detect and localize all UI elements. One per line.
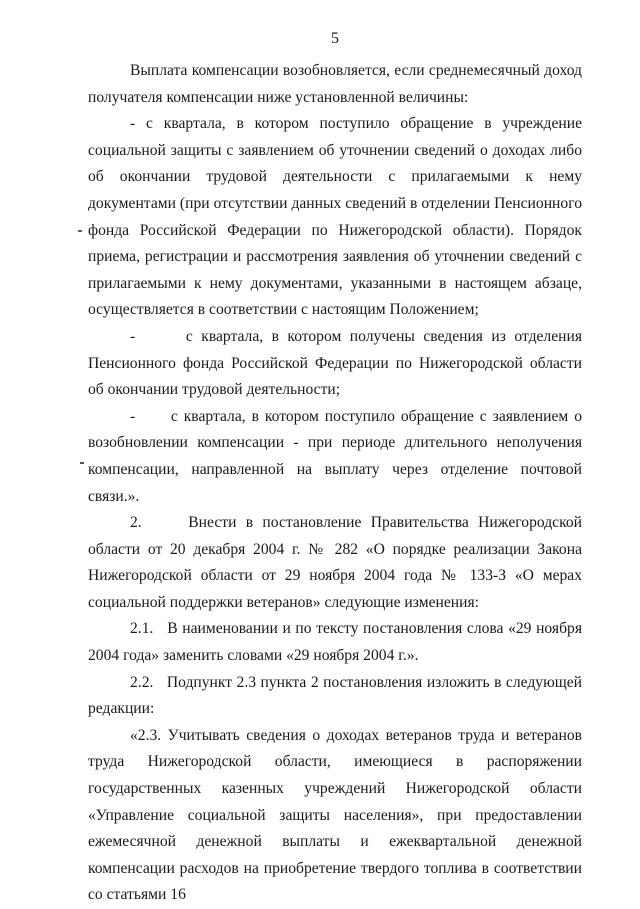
paragraph-section-2: 2. Внести в постановление Правительства Нижегородской области от 20 декабря 2004 г. № 282 «О порядке реализации Закона Нижегородской области от 29 ноября 2004 года № 133-З «О мерах социальной поддержки ветеранов» следующие изменения: bbox=[88, 514, 582, 611]
paragraph-section-2-2: 2.2. Подпункт 2.3 пункта 2 постановления изложить в следующей редакции: bbox=[88, 673, 582, 718]
paragraph-resumption-item-2: - с квартала, в котором получены сведения из отделения Пенсионного фонда Российской Федерации по Нижегородской области об окончании трудовой деятельности; bbox=[88, 327, 582, 399]
paragraph-resumption-intro: Выплата компенсации возобновляется, если среднемесячный доход получателя компенсации ниже установленной величины: bbox=[88, 62, 582, 106]
paragraph-section-2-1: 2.1. В наименовании и по тексту постановления слова «29 ноября 2004 года» заменить словами «29 ноября 2004 г.». bbox=[88, 620, 582, 665]
scan-mark-left-2 bbox=[80, 462, 84, 464]
scan-mark-left-1 bbox=[78, 230, 82, 232]
page-number: 5 bbox=[331, 30, 339, 47]
paragraph-resumption-item-1: - с квартала, в котором поступило обращение в учреждение социальной защиты с заявлением об уточнении сведений о доходах либо об окончании трудовой деятельности с прилагаемыми к нему документами (при отсутствии данных сведений в отделении Пенсионного фонда Российской Федерации по Нижегородской области). Порядок приема, регистрации и рассмотрения заявления об уточнении сведений с прилагаемыми к нему документами, указанными в настоящем абзаце, осуществляется в соответствии с настоящим Положением; bbox=[88, 115, 582, 319]
paragraph-resumption-item-3: - с квартала, в котором поступило обращение с заявлением о возобновлении компенсации - при периоде длительного неполучения компенсации, направленной на выплату через отделение почтовой связи.». bbox=[88, 407, 582, 505]
paragraph-section-2-3-quote: «2.3. Учитывать сведения о доходах ветеранов труда и ветеранов труда Нижегородской области, имеющиеся в распоряжении государственных казенных учреждений Нижегородской области «Управление социальной защиты населения», при предоставлении ежемесячной денежной выплаты и ежеквартальной денежной компенсации расходов на приобретение твердого топлива в соответствии со статьями 16 bbox=[88, 726, 582, 904]
